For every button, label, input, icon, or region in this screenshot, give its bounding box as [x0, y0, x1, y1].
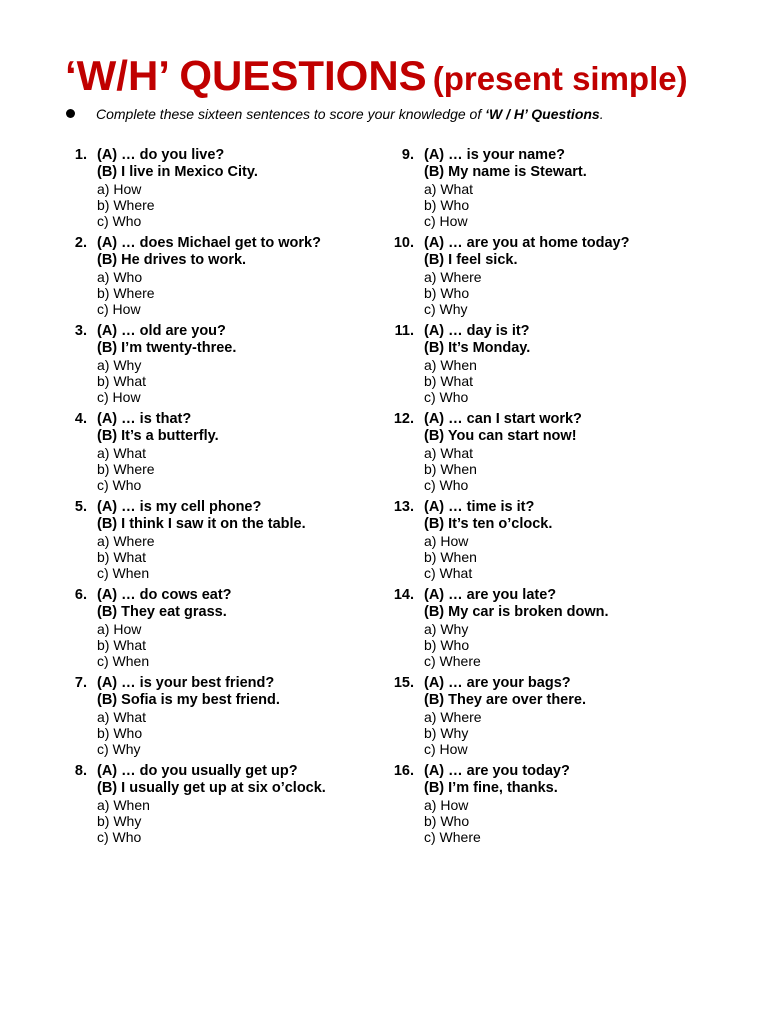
answer-option: c) Why — [424, 300, 468, 317]
question-answer: (B) It’s ten o’clock. — [424, 516, 553, 532]
answer-option: b) What — [97, 372, 147, 389]
answer-option: a) What — [424, 181, 474, 197]
answer-option: b) Who — [424, 284, 470, 301]
question-number: 9. — [401, 147, 414, 163]
question-answer: (B) My car is broken down. — [424, 604, 609, 620]
question-answer: (B) It’s a butterfly. — [97, 428, 219, 444]
answer-option: c) Who — [424, 388, 469, 405]
question-prompt: (A) … are you late? — [424, 587, 557, 603]
question-item — [392, 147, 732, 229]
question-item — [65, 499, 405, 581]
answer-option: a) Who — [97, 269, 143, 285]
answer-option: a) Why — [424, 621, 469, 637]
answer-option: c) Where — [424, 652, 481, 669]
answer-option: a) How — [97, 621, 142, 637]
answer-option: a) When — [424, 357, 477, 373]
question-answer: (B) I’m twenty-three. — [97, 340, 237, 356]
question-answer: (B) It’s Monday. — [424, 340, 531, 356]
answer-option: a) How — [97, 181, 142, 197]
question-number: 13. — [393, 499, 414, 515]
question-item — [65, 323, 405, 405]
answer-option: b) Where — [97, 460, 155, 477]
answer-option: a) Where — [424, 269, 482, 285]
question-item — [392, 499, 732, 581]
question-prompt: (A) … does Michael get to work? — [97, 235, 321, 251]
question-prompt: (A) … are you at home today? — [424, 235, 630, 251]
answer-option: c) How — [97, 300, 141, 317]
question-number: 11. — [394, 323, 414, 339]
question-item — [392, 323, 732, 405]
instruction-end: . — [599, 106, 604, 122]
question-answer: (B) You can start now! — [424, 428, 577, 444]
answer-option: b) Who — [424, 636, 470, 653]
answer-option: b) When — [424, 548, 477, 565]
question-item — [392, 763, 732, 845]
answer-option: c) Where — [424, 828, 481, 845]
instruction — [66, 106, 746, 122]
question-answer: (B) I feel sick. — [424, 252, 518, 268]
answer-option: c) What — [424, 564, 473, 581]
answer-option: c) Who — [424, 476, 469, 493]
answer-option: b) When — [424, 460, 477, 477]
answer-option: b) Where — [97, 284, 155, 301]
question-number: 12. — [393, 411, 414, 427]
question-item — [392, 587, 732, 669]
title-main: ‘W/H’ QUESTIONS — [65, 52, 427, 99]
answer-option: c) Why — [97, 740, 141, 757]
question-answer: (B) He drives to work. — [97, 252, 247, 268]
question-answer: (B) My name is Stewart. — [424, 164, 587, 180]
answer-option: b) Why — [424, 724, 469, 741]
question-prompt: (A) … can I start work? — [424, 411, 582, 427]
question-item — [65, 587, 405, 669]
question-item — [392, 235, 732, 317]
answer-option: a) What — [97, 445, 147, 461]
question-item — [65, 411, 405, 493]
answer-option: c) How — [97, 388, 141, 405]
answer-option: b) Why — [97, 812, 142, 829]
question-number: 4. — [74, 411, 87, 427]
question-answer: (B) They are over there. — [424, 692, 586, 708]
answer-option: b) Who — [97, 724, 143, 741]
page-title — [65, 52, 688, 100]
answer-option: c) When — [97, 652, 150, 669]
answer-option: c) Who — [97, 828, 142, 845]
answer-option: a) When — [97, 797, 150, 813]
question-prompt: (A) … are you today? — [424, 763, 570, 779]
question-item — [65, 147, 405, 229]
answer-option: a) Where — [97, 533, 155, 549]
question-prompt: (A) … do cows eat? — [97, 587, 232, 603]
instruction-bold: ‘W / H’ Questions — [485, 106, 600, 122]
question-answer: (B) I live in Mexico City. — [97, 164, 258, 180]
answer-option: c) How — [424, 212, 468, 229]
question-prompt: (A) … is my cell phone? — [97, 499, 262, 515]
title-subtitle: (present simple) — [432, 60, 688, 97]
question-answer: (B) Sofia is my best friend. — [97, 692, 280, 708]
question-prompt: (A) … do you live? — [97, 147, 225, 163]
question-number: 6. — [74, 587, 87, 603]
question-answer: (B) I usually get up at six o’clock. — [97, 780, 326, 796]
question-item — [65, 763, 405, 845]
question-number: 8. — [74, 763, 87, 779]
answer-option: a) What — [97, 709, 147, 725]
question-prompt: (A) … is your name? — [424, 147, 565, 163]
question-number: 7. — [74, 675, 87, 691]
question-number: 5. — [74, 499, 87, 515]
answer-option: a) Why — [97, 357, 142, 373]
question-answer: (B) I think I saw it on the table. — [97, 516, 306, 532]
question-number: 15. — [393, 675, 414, 691]
question-prompt: (A) … do you usually get up? — [97, 763, 298, 779]
answer-option: b) Who — [424, 812, 470, 829]
question-number: 2. — [74, 235, 87, 251]
question-prompt: (A) … old are you? — [97, 323, 226, 339]
answer-option: b) What — [97, 636, 147, 653]
answer-option: a) How — [424, 533, 469, 549]
question-item — [65, 235, 405, 317]
question-item — [392, 411, 732, 493]
answer-option: a) Where — [424, 709, 482, 725]
answer-option: c) How — [424, 740, 468, 757]
answer-option: a) What — [424, 445, 474, 461]
question-answer: (B) I’m fine, thanks. — [424, 780, 558, 796]
answer-option: b) Where — [97, 196, 155, 213]
question-number: 14. — [393, 587, 414, 603]
answer-option: b) What — [97, 548, 147, 565]
question-number: 10. — [393, 235, 414, 251]
question-item — [65, 675, 405, 757]
bullet-icon — [66, 109, 75, 118]
question-number: 1. — [74, 147, 87, 163]
question-prompt: (A) … time is it? — [424, 499, 535, 515]
answer-option: c) Who — [97, 476, 142, 493]
answer-option: c) When — [97, 564, 150, 581]
question-answer: (B) They eat grass. — [97, 604, 227, 620]
answer-option: b) What — [424, 372, 474, 389]
question-number: 3. — [74, 323, 87, 339]
answer-option: c) Who — [97, 212, 142, 229]
question-prompt: (A) … is that? — [97, 411, 192, 427]
question-prompt: (A) … are your bags? — [424, 675, 571, 691]
question-prompt: (A) … is your best friend? — [97, 675, 275, 691]
question-prompt: (A) … day is it? — [424, 323, 530, 339]
question-number: 16. — [393, 763, 414, 779]
instruction-text: Complete these sixteen sentences to score your knowledge of — [96, 106, 486, 122]
answer-option: b) Who — [424, 196, 470, 213]
question-item — [392, 675, 732, 757]
answer-option: a) How — [424, 797, 469, 813]
